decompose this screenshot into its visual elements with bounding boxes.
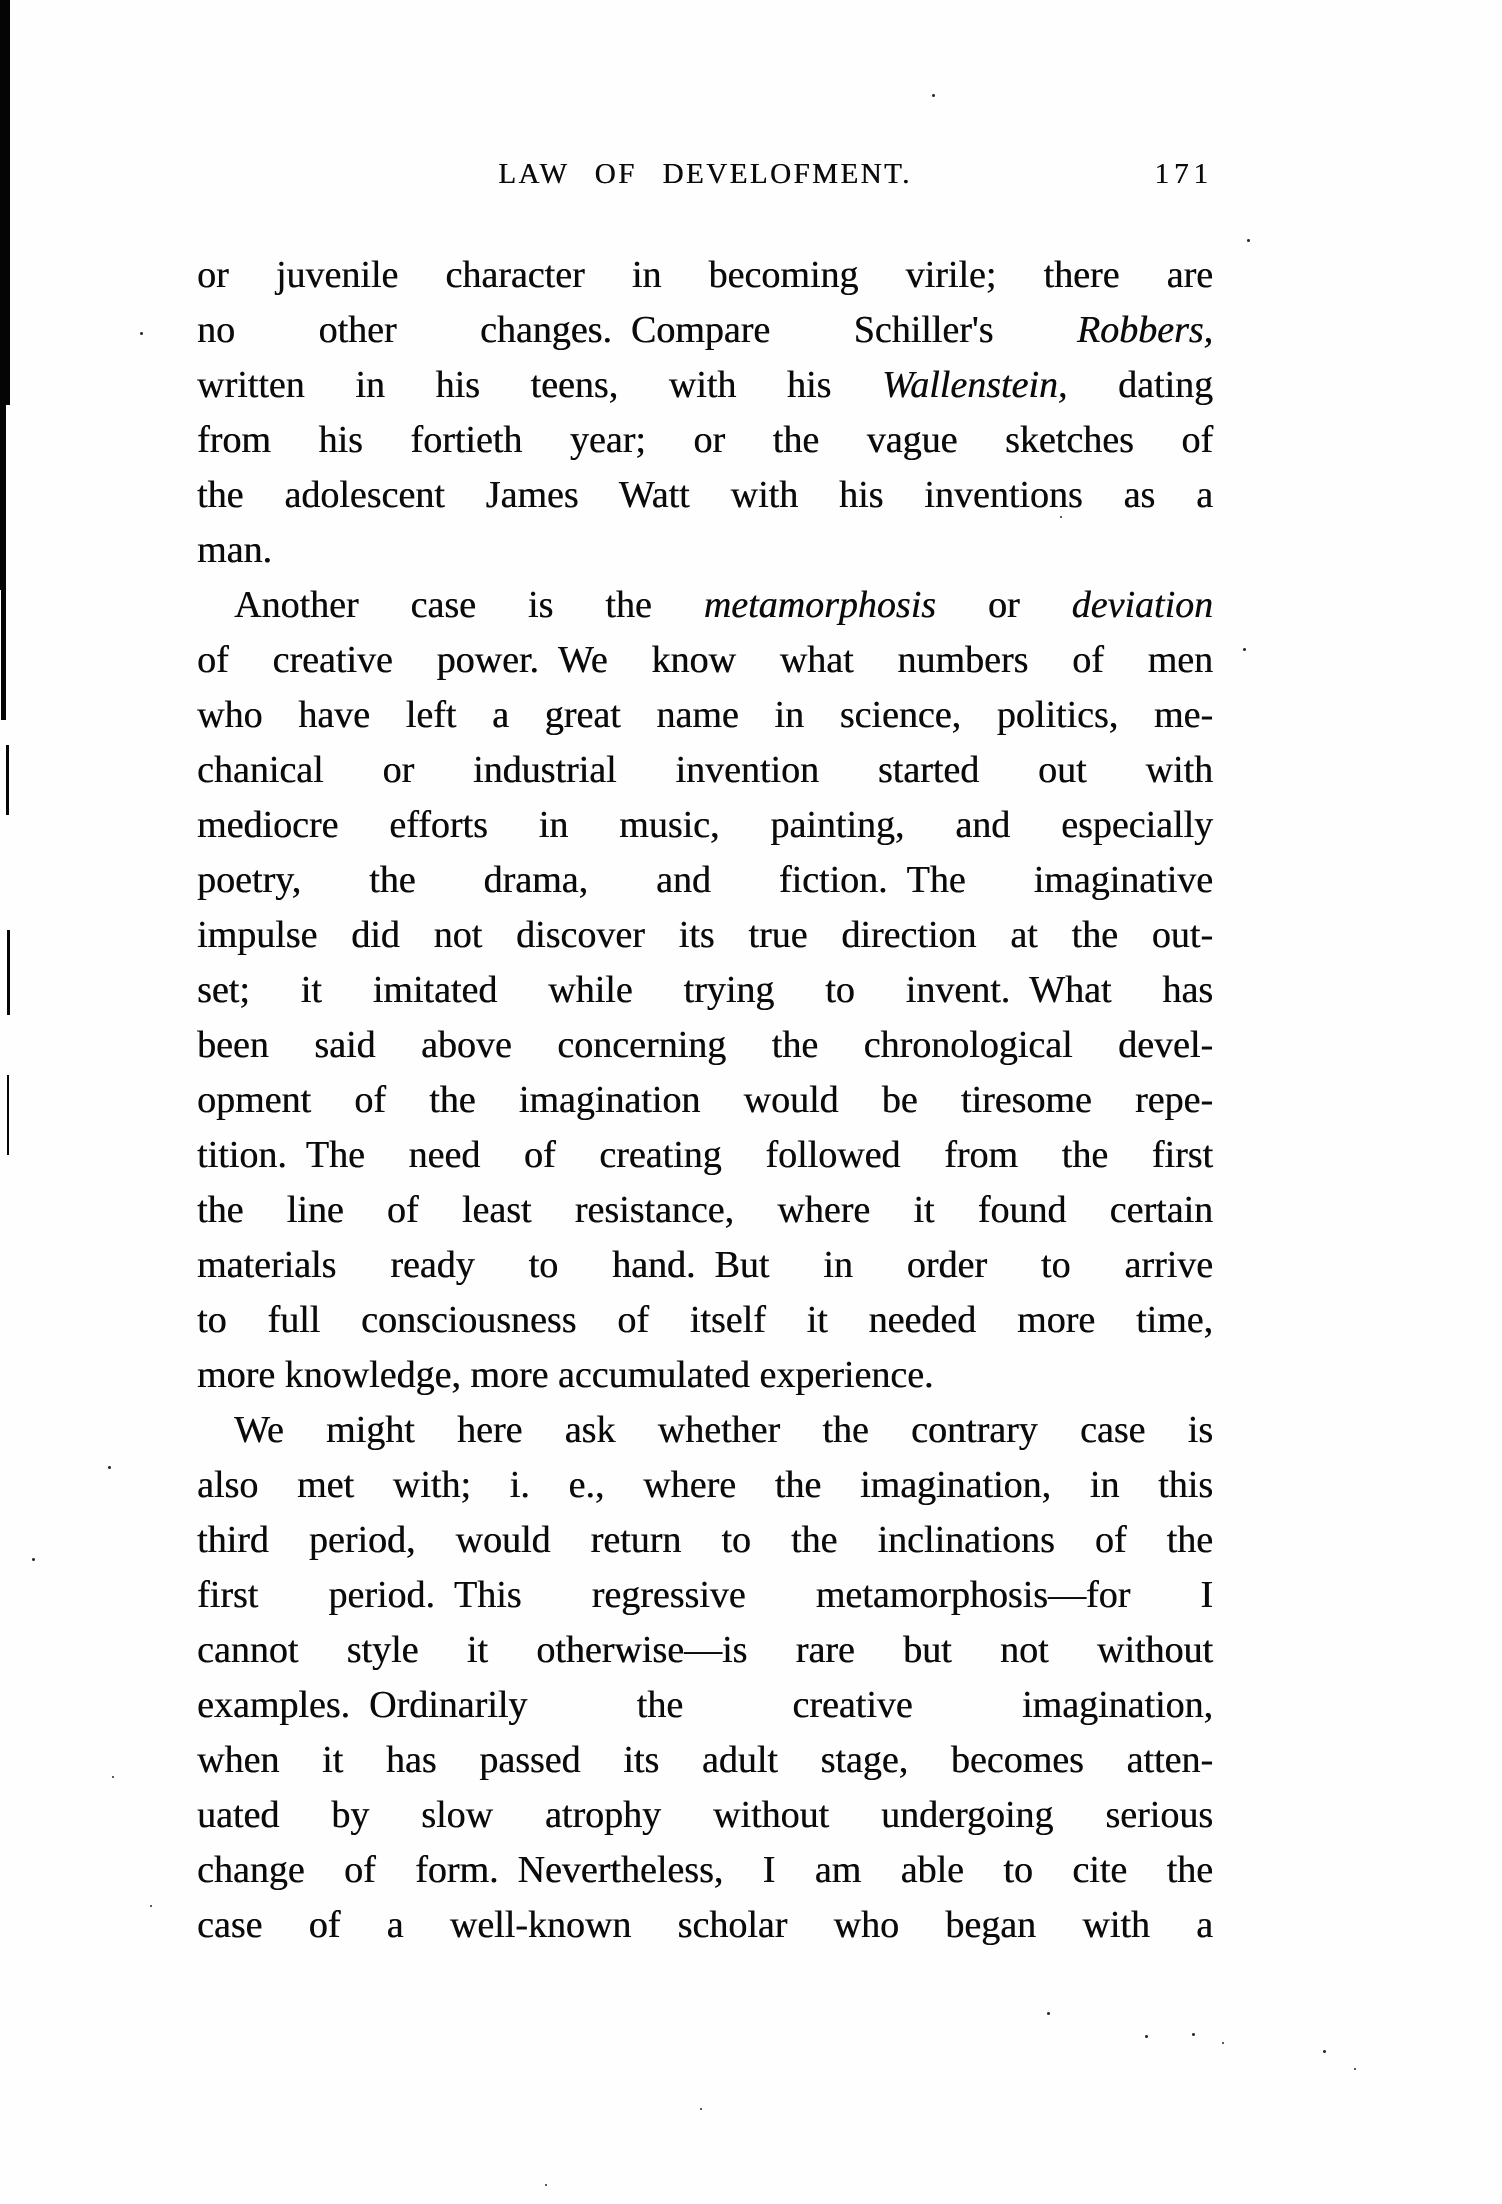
text-line	[197, 1348, 1213, 1403]
text-line	[197, 303, 1213, 358]
scan-speck	[1243, 648, 1246, 651]
text-line	[197, 1458, 1213, 1513]
text-segment: examples. Ordinarily the creative imagination,	[197, 1684, 1213, 1726]
scan-edge-bar	[0, 0, 10, 405]
text-segment: from his fortieth year; or the vague sketches of	[197, 419, 1213, 461]
scan-edge-bar	[1, 585, 6, 720]
text-segment: when it has passed its adult stage, becomes atten-	[197, 1739, 1213, 1781]
italic-text-segment: deviation	[1071, 584, 1213, 626]
text-segment: the line of least resistance, where it found certain	[197, 1189, 1213, 1231]
text-line	[197, 633, 1213, 688]
text-line	[197, 1403, 1213, 1458]
text-segment: mediocre efforts in music, painting, and especially	[197, 804, 1213, 846]
text-line	[197, 1623, 1213, 1678]
text-segment: man.	[197, 529, 272, 571]
scan-speck	[112, 1776, 114, 1778]
text-segment: We might here ask whether the contrary case is	[234, 1409, 1213, 1451]
scan-speck	[932, 94, 935, 97]
scan-edge-bar	[7, 1075, 9, 1155]
text-segment: set; it imitated while trying to invent. What has	[197, 969, 1213, 1011]
text-segment: tition. The need of creating followed from the first	[197, 1134, 1213, 1176]
scan-speck	[1145, 2035, 1148, 2038]
text-segment: uated by slow atrophy without undergoing serious	[197, 1794, 1213, 1836]
scan-speck	[1060, 516, 1062, 518]
italic-text-segment: Robbers,	[1076, 309, 1213, 351]
text-line	[197, 248, 1213, 303]
text-segment: first period. This regressive metamorphosis—for I	[197, 1574, 1213, 1616]
text-line	[197, 1733, 1213, 1788]
text-segment: change of form. Nevertheless, I am able to cite the	[197, 1849, 1213, 1891]
text-line	[197, 1238, 1213, 1293]
text-line	[197, 1183, 1213, 1238]
scan-speck	[32, 1558, 35, 1561]
text-line	[197, 688, 1213, 743]
text-line	[197, 413, 1213, 468]
scan-speck	[108, 1466, 111, 1469]
page-number: 171	[1154, 158, 1213, 190]
running-header	[197, 158, 1213, 198]
text-segment: who have left a great name in science, politics, me-	[197, 694, 1213, 736]
text-segment: or juvenile character in becoming virile; there are	[197, 254, 1213, 296]
scan-speck	[1222, 2042, 1224, 2044]
text-block	[197, 248, 1213, 1953]
scan-speck	[1323, 2050, 1326, 2053]
text-line	[197, 743, 1213, 798]
text-segment: also met with; i. e., where the imagination, in this	[197, 1464, 1213, 1506]
italic-text-segment: Wallenstein,	[881, 364, 1068, 406]
text-segment: Another case is the	[234, 584, 704, 626]
text-line	[197, 523, 1213, 578]
scan-speck	[1192, 2033, 1195, 2036]
italic-text-segment: metamorphosis	[703, 584, 936, 626]
text-line	[197, 1128, 1213, 1183]
scan-speck	[545, 2184, 547, 2186]
text-line	[197, 1898, 1213, 1953]
scan-edge-bar	[6, 745, 9, 815]
text-line	[197, 1293, 1213, 1348]
text-segment: been said above concerning the chronological devel-	[197, 1024, 1213, 1066]
text-line	[197, 1073, 1213, 1128]
text-segment: third period, would return to the inclinations of the	[197, 1519, 1213, 1561]
text-segment: materials ready to hand. But in order to arrive	[197, 1244, 1213, 1286]
scan-speck	[150, 1905, 152, 1907]
text-segment: of creative power. We know what numbers of men	[197, 639, 1213, 681]
scan-speck	[1354, 2068, 1356, 2070]
text-segment: chanical or industrial invention started out with	[197, 749, 1213, 791]
text-segment: more knowledge, more accumulated experience.	[197, 1354, 934, 1396]
text-line	[197, 963, 1213, 1018]
scan-speck	[140, 332, 143, 335]
scan-edge-bar	[7, 930, 10, 1015]
text-line	[197, 1018, 1213, 1073]
text-line	[197, 468, 1213, 523]
text-line	[197, 853, 1213, 908]
text-segment: poetry, the drama, and fiction. The imaginative	[197, 859, 1213, 901]
text-line	[197, 1678, 1213, 1733]
text-segment: or	[935, 584, 1072, 626]
scan-speck	[1047, 2012, 1050, 2015]
text-segment: to full consciousness of itself it needed more time,	[197, 1299, 1213, 1341]
scan-edge-bar	[0, 400, 6, 590]
text-line	[197, 1788, 1213, 1843]
text-line	[197, 908, 1213, 963]
text-line	[197, 1843, 1213, 1898]
text-line	[197, 1568, 1213, 1623]
text-line	[197, 578, 1213, 633]
text-line	[197, 358, 1213, 413]
text-segment: no other changes. Compare Schiller's	[197, 309, 1077, 351]
text-segment: impulse did not discover its true direction at the out-	[197, 914, 1213, 956]
scan-speck	[700, 2108, 702, 2110]
text-line	[197, 1513, 1213, 1568]
text-line	[197, 798, 1213, 853]
text-segment: written in his teens, with his	[197, 364, 882, 406]
text-segment: opment of the imagination would be tiresome repe-	[197, 1079, 1213, 1121]
running-header-title: LAW OF DEVELOFMENT.	[498, 158, 912, 190]
text-segment: cannot style it otherwise—is rare but not without	[197, 1629, 1213, 1671]
text-segment: dating	[1067, 364, 1213, 406]
text-segment: the adolescent James Watt with his inventions as a	[197, 474, 1213, 516]
text-segment: case of a well-known scholar who began with a	[197, 1904, 1213, 1946]
scan-speck	[1247, 239, 1250, 242]
